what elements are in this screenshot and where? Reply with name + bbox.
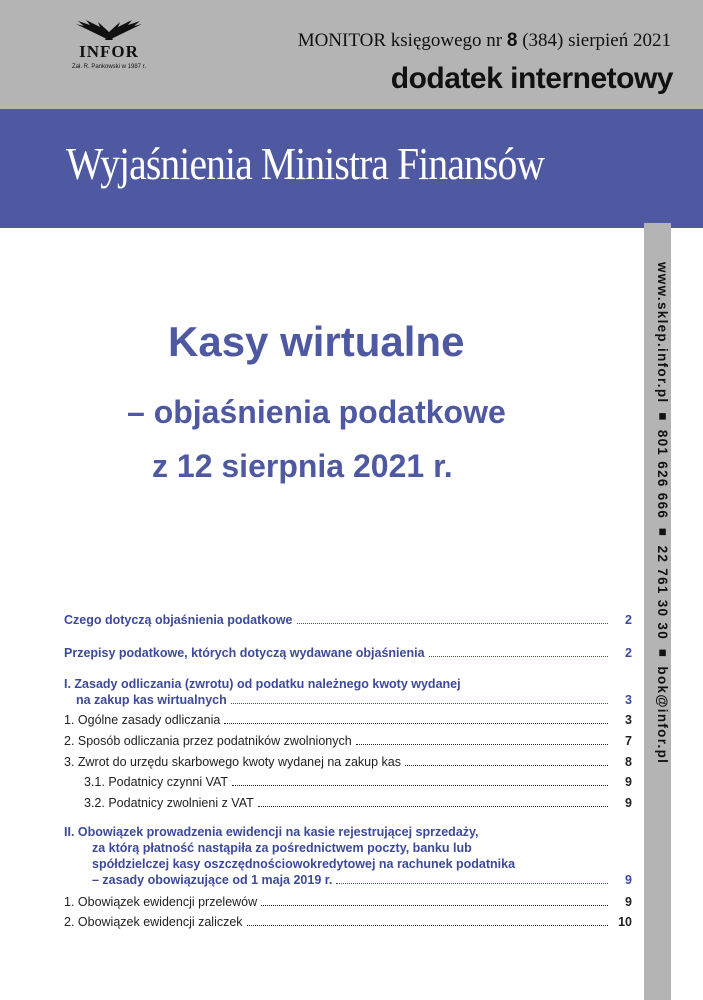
toc-entry-text: Czego dotyczą objaśnienia podatkowe [64,613,293,627]
toc-page-number: 3 [625,713,632,727]
toc-entry[interactable] [64,676,632,708]
monitor-issue-number: 8 [506,30,518,51]
toc-leader-dots [356,744,608,745]
toc-entry-line: II. Obowiązek prowadzenia ewidencji na kasie rejestrującej sprzedaży, [64,825,479,839]
toc-leader-dots [232,785,608,786]
document-subtitle-line1: – objaśnienia podatkowe [127,394,506,430]
toc-entry-text: 2. Sposób odliczania przez podatników zwolnionych [64,734,352,748]
toc-page-number: 9 [625,796,632,810]
document-subtitle-line2: z 12 sierpnia 2021 r. [152,448,453,484]
toc-entry-text: 2. Obowiązek ewidencji zaliczek [64,915,243,929]
toc-entry[interactable] [64,824,632,888]
eagle-wings-icon [74,20,144,42]
toc-entry-text: 1. Obowiązek ewidencji przelewów [64,895,258,909]
toc-page-number: 2 [625,646,632,660]
toc-entry-text: Przepisy podatkowe, których dotyczą wydawane objaśnienia [64,646,425,660]
toc-entry-text: – zasady obowiązujące od 1 maja 2019 r. [92,873,333,887]
document-title: Kasy wirtualne [168,318,465,365]
toc-entry[interactable] [64,733,632,749]
toc-leader-dots [429,656,608,657]
series-title: Wyjaśnienia Ministra Finansów [66,138,545,189]
toc-page-number: 7 [625,734,632,748]
toc-leader-dots [336,883,608,884]
logo-tagline: Zał. R. Pankowski w 1987 r. [71,64,147,70]
toc-page-number: 9 [625,775,632,789]
toc-entry-text: na zakup kas wirtualnych [76,693,227,707]
toc-leader-dots [224,723,608,724]
toc-entry-line: za którą płatność nastąpiła za pośrednictwem poczty, banku lub [92,841,472,855]
toc-entry[interactable] [64,645,632,661]
monitor-issue-line [298,30,671,52]
logo-name: INFOR [79,42,139,61]
toc-entry-line: I. Zasady odliczania (zwrotu) od podatku należnego kwoty wydanej [64,677,461,691]
toc-leader-dots [297,623,608,624]
monitor-issue-rest: (384) sierpień 2021 [517,30,671,51]
toc-entry[interactable] [64,712,632,728]
toc-entry[interactable] [64,914,632,930]
toc-page-number: 10 [618,915,632,929]
toc-entry[interactable] [64,774,632,790]
infor-logo [54,20,164,80]
monitor-word: księgowego [390,30,482,51]
addon-label: dodatek internetowy [390,62,673,95]
toc-leader-dots [247,925,608,926]
contact-text: www.sklep.infor.pl ■ 801 626 666 ■ 22 761 30 30 ■ bok@infor.pl [655,262,670,765]
toc-entry[interactable] [64,795,632,811]
toc-leader-dots [261,905,608,906]
toc-page-number: 9 [625,895,632,909]
toc-entry-text: 3.2. Podatnicy zwolnieni z VAT [84,796,254,810]
monitor-nr-label: nr [481,30,507,51]
toc-leader-dots [231,703,608,704]
toc-entry-text: 1. Ogólne zasady odliczania [64,713,221,727]
toc-leader-dots [405,765,608,766]
toc-entry-text: 3.1. Podatnicy czynni VAT [84,775,229,789]
toc-entry-text: 3. Zwrot do urzędu skarbowego kwoty wydanej na zakup kas [64,755,401,769]
toc-entry[interactable] [64,894,632,910]
toc-entry[interactable] [64,612,632,628]
toc-leader-dots [258,806,608,807]
toc-entry-line: spółdzielczej kasy oszczędnościowokredytowej na rachunek podatnika [92,857,516,871]
toc-page-number: 2 [625,613,632,627]
monitor-prefix: MONITOR [297,30,391,51]
toc-page-number: 8 [625,755,632,769]
toc-page-number: 9 [625,873,632,887]
toc-page-number: 3 [625,693,632,707]
toc-entry[interactable] [64,754,632,770]
